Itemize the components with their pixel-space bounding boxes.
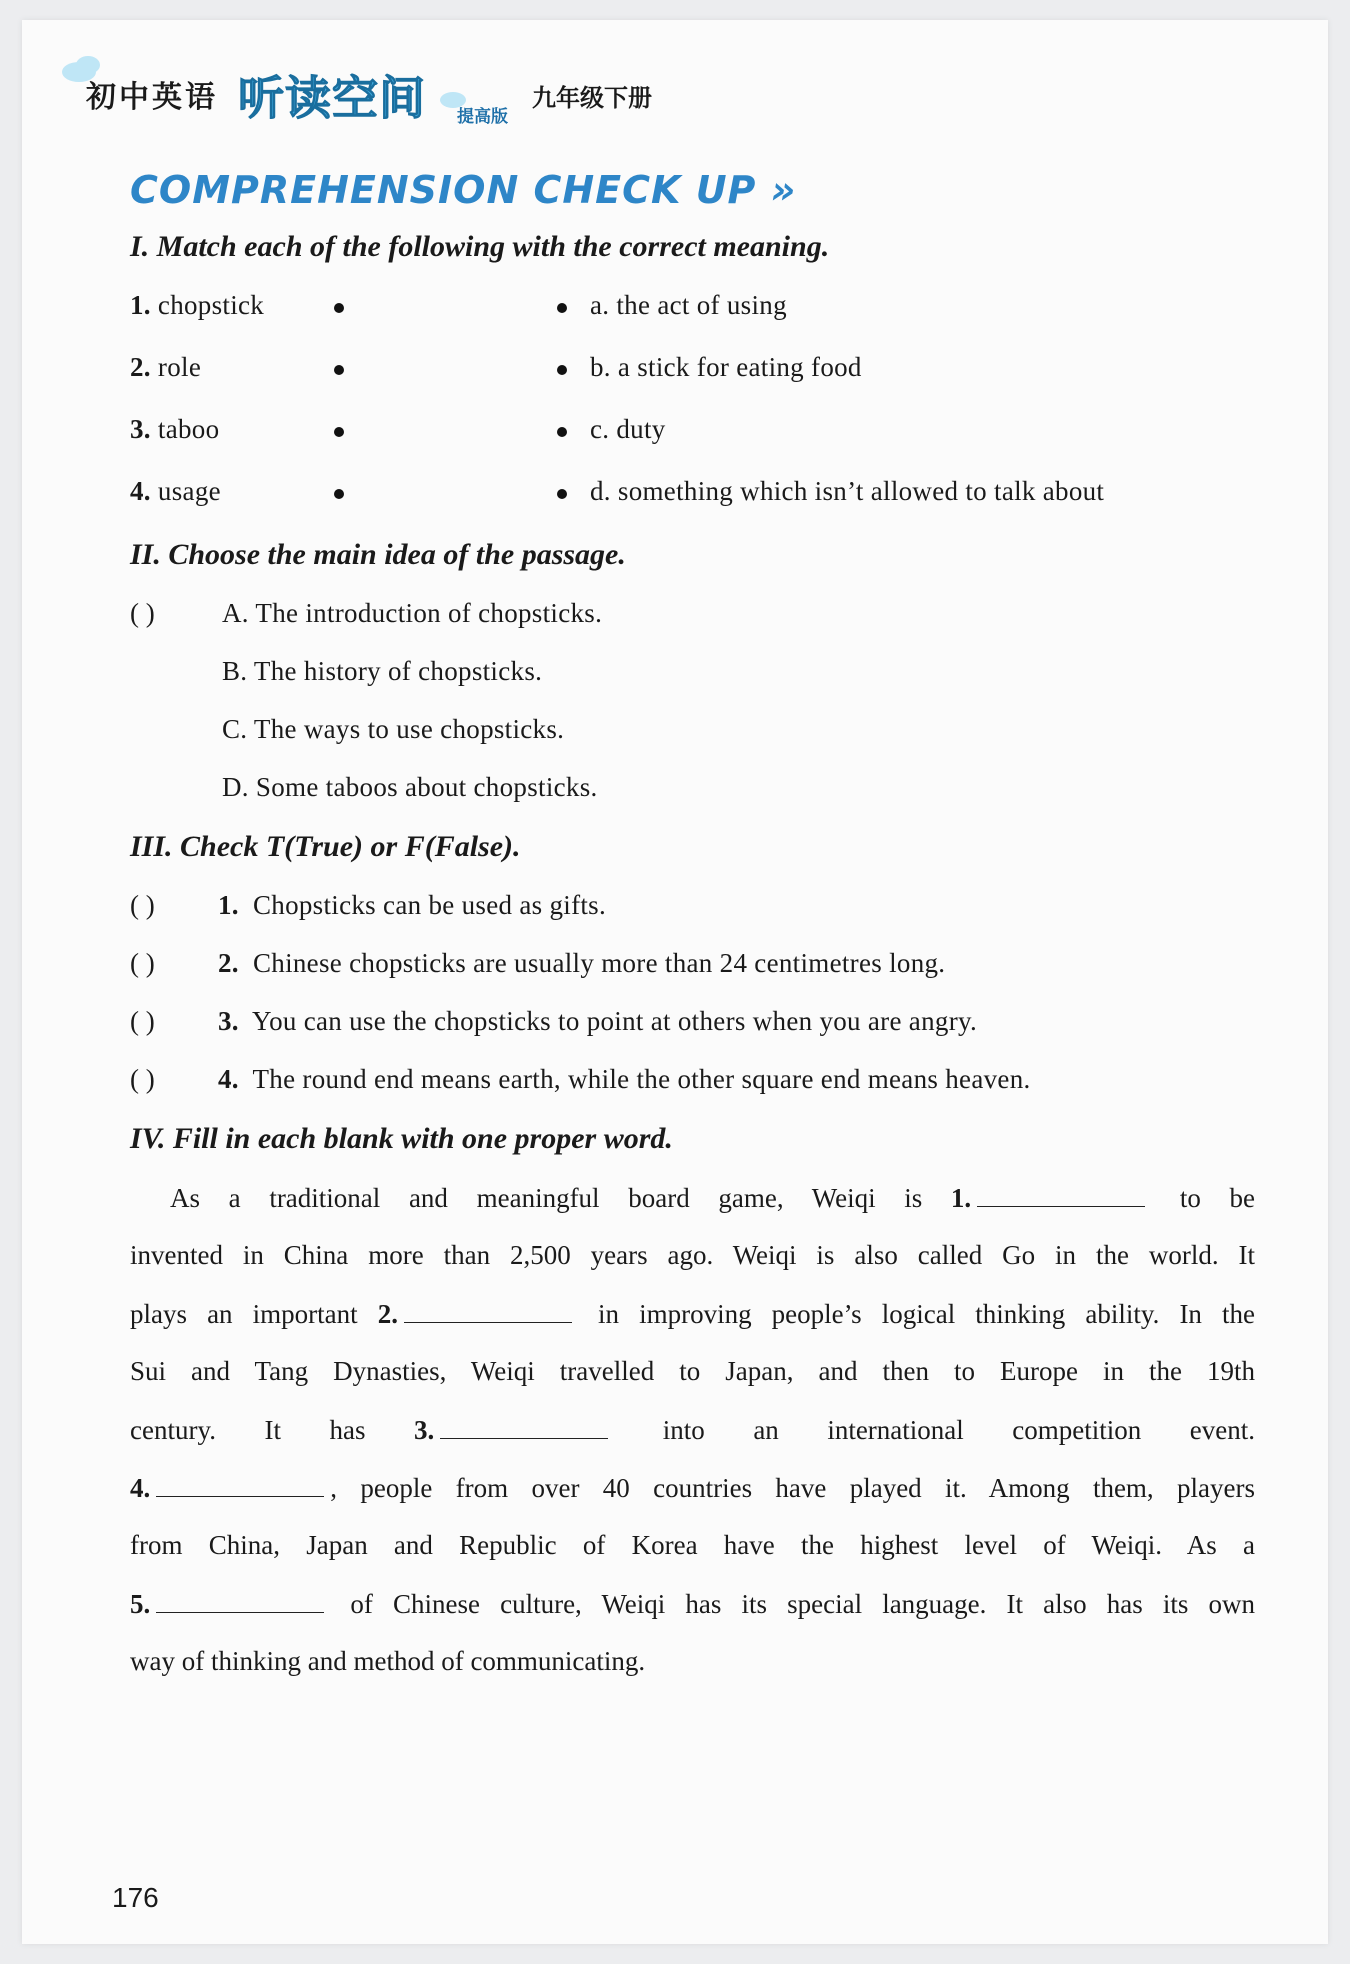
passage-line: plays an important 2. in improving people’s logical thinking ability. In the bbox=[130, 1299, 1255, 1329]
page-number: 176 bbox=[112, 1882, 159, 1913]
match-dot-right[interactable] bbox=[557, 365, 567, 375]
meaning-option: a. the act of using bbox=[590, 290, 787, 320]
match-dot-right[interactable] bbox=[557, 427, 567, 437]
meaning-option: b. a stick for eating food bbox=[590, 352, 862, 382]
answer-blank[interactable] bbox=[404, 1298, 572, 1323]
part3-heading: III. Check T(True) or F(False). bbox=[130, 830, 521, 863]
match-item: 1. chopstick bbox=[130, 290, 265, 320]
answer-blank[interactable] bbox=[156, 1588, 324, 1613]
part1-heading: I. Match each of the following with the correct meaning. bbox=[130, 230, 830, 263]
match-dot-left[interactable] bbox=[334, 489, 344, 499]
passage-line: century. It has 3. into an international competition event. bbox=[130, 1415, 1256, 1445]
choice-option: C. The ways to use chopsticks. bbox=[222, 714, 565, 744]
part2-heading: II. Choose the main idea of the passage. bbox=[130, 538, 626, 571]
passage-line: way of thinking and method of communicating. bbox=[130, 1646, 646, 1676]
match-dot-left[interactable] bbox=[334, 427, 344, 437]
workbook-page bbox=[22, 20, 1328, 1944]
meaning-option: d. something which isn’t allowed to talk about bbox=[590, 476, 1105, 506]
grade-label: 九年级下册 bbox=[532, 84, 652, 112]
tf-statement: 4. The round end means earth, while the other square end means heaven. bbox=[218, 1064, 1031, 1094]
answer-blank[interactable] bbox=[440, 1414, 608, 1439]
passage-line: As a traditional and meaningful board game, Weiqi is 1. to be bbox=[170, 1183, 1255, 1213]
answer-paren[interactable]: ( ) bbox=[130, 948, 155, 978]
passage-line: invented in China more than 2,500 years ago. Weiqi is also called Go in the world. It bbox=[130, 1240, 1255, 1270]
choice-option: B. The history of chopsticks. bbox=[222, 656, 543, 686]
passage-line: 4. , people from over 40 countries have played it. Among them, players bbox=[130, 1473, 1255, 1503]
tf-statement: 3. You can use the chopsticks to point at others when you are angry. bbox=[218, 1006, 978, 1036]
match-dot-right[interactable] bbox=[557, 489, 567, 499]
tf-statement: 2. Chinese chopsticks are usually more than 24 centimetres long. bbox=[218, 948, 946, 978]
passage-line: 5. of Chinese culture, Weiqi has its special language. It also has its own bbox=[130, 1589, 1255, 1619]
match-dot-left[interactable] bbox=[334, 303, 344, 313]
part4-heading: IV. Fill in each blank with one proper word. bbox=[130, 1122, 673, 1155]
answer-blank[interactable] bbox=[156, 1472, 324, 1497]
series-title: 初中英语 bbox=[86, 80, 218, 115]
match-dot-left[interactable] bbox=[334, 365, 344, 375]
meaning-option: c. duty bbox=[590, 414, 666, 444]
tf-statement: 1. Chopsticks can be used as gifts. bbox=[218, 890, 607, 920]
answer-paren[interactable]: ( ) bbox=[130, 1006, 155, 1036]
match-item: 2. role bbox=[130, 352, 202, 382]
book-header bbox=[62, 62, 762, 132]
choice-option: A. The introduction of chopsticks. bbox=[222, 598, 603, 628]
match-dot-right[interactable] bbox=[557, 303, 567, 313]
section-title: COMPREHENSION CHECK UP » bbox=[130, 168, 797, 212]
answer-paren[interactable]: ( ) bbox=[130, 890, 155, 920]
answer-blank[interactable] bbox=[977, 1182, 1145, 1207]
passage-line: from China, Japan and Republic of Korea have the highest level of Weiqi. As a bbox=[130, 1530, 1255, 1560]
match-item: 3. taboo bbox=[130, 414, 220, 444]
edition-label: 提高版 bbox=[457, 107, 508, 127]
answer-paren[interactable]: ( ) bbox=[130, 1064, 155, 1094]
answer-paren[interactable]: ( ) bbox=[130, 598, 155, 628]
choice-option: D. Some taboos about chopsticks. bbox=[222, 772, 598, 802]
brand-logo: 听读空间 bbox=[238, 71, 426, 125]
passage-line: Sui and Tang Dynasties, Weiqi travelled to Japan, and then to Europe in the 19th bbox=[130, 1356, 1255, 1386]
match-item: 4. usage bbox=[130, 476, 221, 506]
